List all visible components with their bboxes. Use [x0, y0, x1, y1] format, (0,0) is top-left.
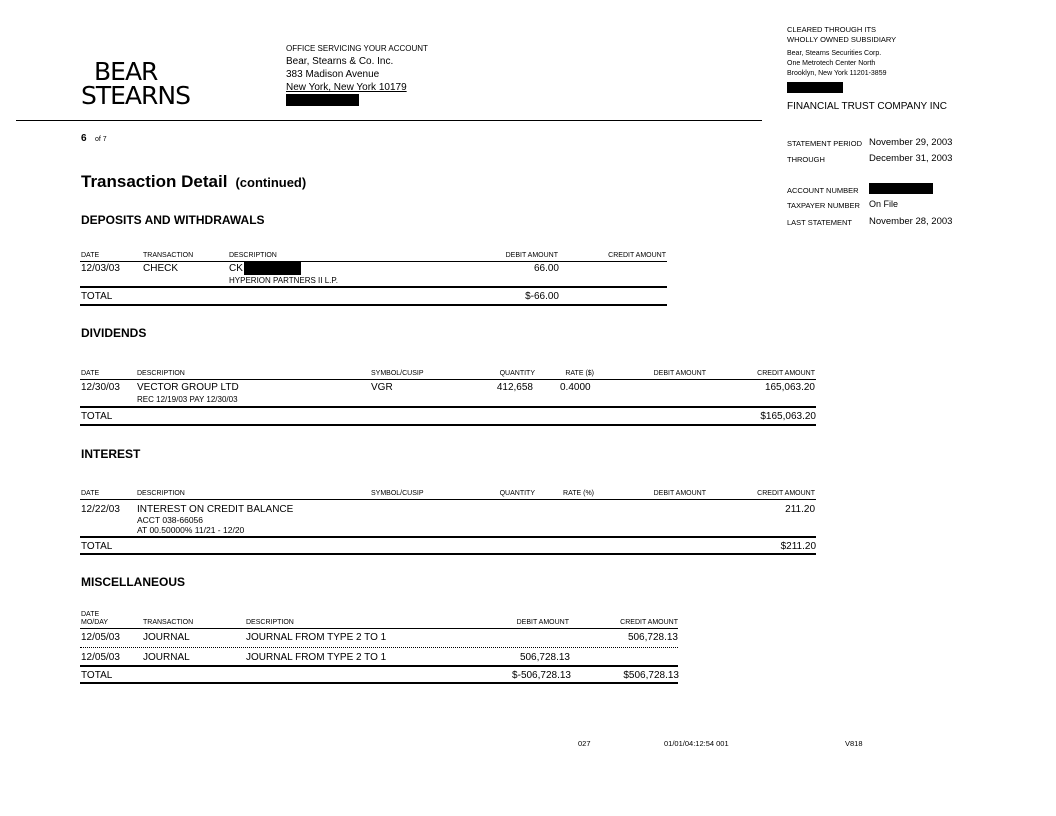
row-description-1: INTEREST ON CREDIT BALANCE — [137, 504, 294, 515]
redacted-check-number — [244, 262, 301, 275]
row-description-3: AT 00.50000% 11/21 - 12/20 — [137, 525, 245, 535]
row-credit: 506,728.13 — [627, 632, 678, 643]
row-rate: 0.4000 — [560, 382, 591, 393]
deposits-heading: DEPOSITS AND WITHDRAWALS — [81, 213, 265, 227]
row-transaction: CHECK — [143, 263, 179, 274]
total-bottom-rule — [80, 304, 667, 306]
client-name: FINANCIAL TRUST COMPANY INC — [787, 101, 948, 112]
office-line1: Bear, Stearns & Co. Inc. — [286, 56, 394, 67]
row-description: JOURNAL FROM TYPE 2 TO 1 — [246, 632, 387, 643]
total-credit: $211.20 — [780, 541, 816, 552]
row-description-2: REC 12/19/03 PAY 12/30/03 — [137, 395, 238, 404]
total-rule — [80, 665, 678, 667]
row-description: JOURNAL FROM TYPE 2 TO 1 — [246, 652, 387, 663]
page-current: 6 — [81, 133, 87, 144]
col-date: DATE — [81, 252, 100, 259]
row-date: 12/05/03 — [81, 632, 120, 643]
page-total: of 7 — [95, 136, 107, 143]
table-header-rule — [80, 499, 816, 500]
total-label: TOTAL — [81, 411, 113, 422]
last-statement-value: November 28, 2003 — [869, 216, 953, 227]
col-transaction: TRANSACTION — [143, 619, 194, 626]
col-date-moday: MO/DAY — [81, 619, 109, 626]
row-transaction: JOURNAL — [143, 652, 190, 663]
col-debit: DEBIT AMOUNT — [653, 490, 706, 497]
total-rule — [80, 536, 816, 538]
cleared-sub1: Bear, Stearns Securities Corp. — [787, 50, 882, 57]
logo-line2: STEARNS — [81, 81, 190, 110]
total-debit: $-506,728.13 — [512, 670, 571, 681]
col-debit: DEBIT AMOUNT — [505, 252, 558, 259]
row-credit: 211.20 — [785, 504, 815, 515]
col-symbol: SYMBOL/CUSIP — [371, 370, 424, 377]
col-quantity: QUANTITY — [499, 490, 535, 497]
cleared-block — [787, 25, 896, 80]
row-description-2: HYPERION PARTNERS II L.P. — [229, 276, 338, 285]
redacted-block — [787, 82, 843, 93]
logo-line1: BEAR — [94, 57, 158, 86]
office-line2: 383 Madison Avenue — [286, 69, 380, 80]
col-description: DESCRIPTION — [246, 619, 294, 626]
statement-period-value: November 29, 2003 — [869, 137, 953, 148]
total-bottom-rule — [80, 424, 816, 426]
interest-heading: INTEREST — [81, 447, 141, 461]
total-bottom-rule — [80, 682, 678, 684]
page-number — [81, 128, 107, 146]
table-header-rule — [80, 628, 678, 629]
row-credit: 165,063.20 — [764, 382, 815, 393]
office-block — [286, 44, 428, 95]
title-main: Transaction Detail — [81, 172, 228, 191]
col-date: DATE — [81, 611, 100, 618]
cleared-line1: CLEARED THROUGH ITS — [787, 25, 877, 34]
col-debit: DEBIT AMOUNT — [653, 370, 706, 377]
cleared-sub2: One Metrotech Center North — [787, 60, 876, 67]
total-credit: $506,728.13 — [623, 670, 679, 681]
redacted-account-number — [869, 183, 933, 194]
total-label: TOTAL — [81, 291, 113, 302]
col-rate: RATE ($) — [565, 370, 594, 377]
cleared-sub3: Brooklyn, New York 11201-3859 — [787, 70, 887, 77]
row-transaction: JOURNAL — [143, 632, 190, 643]
row-description-1: CK — [229, 263, 243, 274]
row-date: 12/30/03 — [81, 382, 120, 393]
total-rule — [80, 286, 667, 288]
last-statement-label: LAST STATEMENT — [787, 218, 853, 227]
through-label: THROUGH — [787, 155, 825, 164]
total-credit: $165,063.20 — [760, 411, 816, 422]
footer-version: V818 — [845, 739, 863, 748]
row-debit: 66.00 — [533, 263, 559, 274]
total-bottom-rule — [80, 553, 816, 555]
taxpayer-value: On File — [869, 199, 899, 209]
taxpayer-label: TAXPAYER NUMBER — [787, 201, 860, 210]
col-quantity: QUANTITY — [499, 370, 535, 377]
col-credit: CREDIT AMOUNT — [608, 252, 666, 259]
col-debit: DEBIT AMOUNT — [516, 619, 569, 626]
row-quantity: 412,658 — [496, 382, 533, 393]
total-label: TOTAL — [81, 670, 113, 681]
footer-code: 027 — [578, 739, 591, 748]
row-separator — [80, 647, 678, 648]
col-credit: CREDIT AMOUNT — [757, 370, 815, 377]
row-description-1: VECTOR GROUP LTD — [137, 382, 239, 393]
office-label: OFFICE SERVICING YOUR ACCOUNT — [286, 44, 428, 53]
table-header-rule — [80, 261, 667, 262]
total-rule — [80, 406, 816, 408]
row-date: 12/03/03 — [81, 263, 120, 274]
col-symbol: SYMBOL/CUSIP — [371, 490, 424, 497]
col-credit: CREDIT AMOUNT — [620, 619, 678, 626]
footer-timestamp: 01/01/04:12:54 001 — [664, 739, 729, 748]
col-date: DATE — [81, 370, 100, 377]
col-description: DESCRIPTION — [137, 370, 185, 377]
col-credit: CREDIT AMOUNT — [757, 490, 815, 497]
redacted-block — [286, 94, 359, 106]
total-debit: $-66.00 — [525, 291, 559, 302]
row-date: 12/22/03 — [81, 504, 120, 515]
bear-stearns-logo — [81, 57, 190, 110]
office-line3: New York, New York 10179 — [286, 82, 407, 93]
dividends-heading: DIVIDENDS — [81, 326, 147, 340]
row-debit: 506,728.13 — [519, 652, 570, 663]
misc-heading: MISCELLANEOUS — [81, 575, 186, 589]
col-rate: RATE (%) — [563, 490, 594, 497]
statement-period-label: STATEMENT PERIOD — [787, 139, 863, 148]
header-divider — [16, 120, 762, 121]
row-symbol: VGR — [371, 382, 393, 393]
cleared-line2: WHOLLY OWNED SUBSIDIARY — [787, 35, 897, 44]
col-transaction: TRANSACTION — [143, 252, 194, 259]
col-description: DESCRIPTION — [229, 252, 277, 259]
through-value: December 31, 2003 — [869, 153, 953, 164]
table-header-rule — [80, 379, 816, 380]
row-description-2: ACCT 038-66056 — [137, 515, 203, 525]
col-date: DATE — [81, 490, 100, 497]
account-number-label: ACCOUNT NUMBER — [787, 186, 859, 195]
total-label: TOTAL — [81, 541, 113, 552]
title-continued: (continued) — [235, 175, 307, 190]
page-title — [81, 172, 306, 192]
row-date: 12/05/03 — [81, 652, 120, 663]
col-description: DESCRIPTION — [137, 490, 185, 497]
